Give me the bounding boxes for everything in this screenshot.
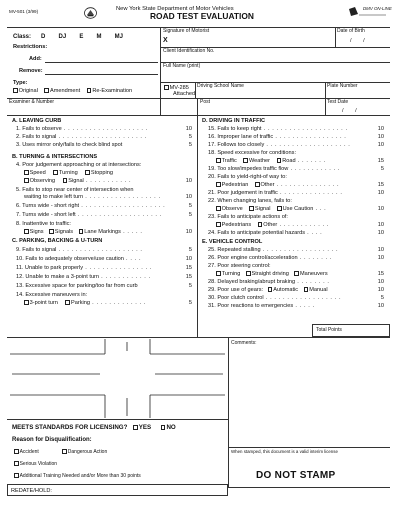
item-6[interactable]: 6. Turns wide - short right . . . . . . . . . . . . . . . . . . . . 5	[16, 203, 192, 209]
item-10[interactable]: 10. Fails to adequately observe/use caution . . . . 10	[16, 256, 192, 262]
item-7[interactable]: 7. Turns wide - short left . . . . . . . . . . . . . . . . . . . . 5	[16, 212, 192, 218]
full-name-label: Full Name (print)	[163, 63, 201, 69]
item-13[interactable]: 13. Excessive space for parking/too far from curb 5	[16, 283, 192, 289]
no-label: NO	[166, 424, 176, 431]
traffic-checkbox[interactable]	[216, 158, 221, 163]
examiner-label: Examiner & Number	[9, 99, 55, 105]
item-22: 22. When changing lanes, fails to:	[208, 198, 292, 204]
yes-checkbox[interactable]	[133, 425, 138, 430]
turning-checkbox[interactable]	[53, 170, 58, 175]
mv285-checkbox[interactable]	[164, 85, 169, 90]
item-31[interactable]: 31. Poor reactions to emergencies . . . . . 10	[208, 303, 384, 309]
section-e-title: E. VEHICLE CONTROL	[202, 239, 263, 245]
item-5[interactable]: 5. Fails to stop near center of intersection when	[16, 187, 134, 193]
item-9[interactable]: 9. Fails to signal . . . . . . . . . . . . . . . . . . . . 5	[16, 247, 192, 253]
item-22-options: Observe Signal Use Caution . . . 10	[216, 206, 384, 212]
signature-x-mark: X	[163, 37, 168, 44]
mv285-label: MV-285	[169, 85, 189, 91]
add-label: Add:	[29, 56, 42, 62]
item-20: 20. Fails to yield-right-of way to:	[208, 174, 287, 180]
item-14-options: 3-point turn Parking . . . . . . . . . . . . . 5	[24, 300, 192, 306]
signal-lane-checkbox[interactable]	[249, 206, 254, 211]
client-id-label: Client Identification No.	[163, 48, 215, 54]
stopping-checkbox[interactable]	[85, 170, 90, 175]
item-25[interactable]: 25. Repeated stalling . . . . . . . . . . . . . . . . . . 10	[208, 247, 384, 253]
item-27: 27. Poor steering control:	[208, 263, 271, 269]
dob-field[interactable]: / /	[350, 38, 365, 44]
test-date-label: Test Date	[327, 99, 349, 105]
item-4: 4. Poor judgement approaching or at intersections:	[16, 162, 142, 168]
item-8: 8. Inattentive to traffic:	[16, 221, 71, 227]
dob-label: Date of Birth	[337, 28, 365, 34]
item-4-options-row1: Speed Turning Stopping	[24, 170, 113, 176]
dangerous-action-checkbox[interactable]	[62, 449, 67, 454]
item-29: 29. Poor use of gears: Automatic Manual 10	[208, 287, 384, 293]
signature-motorist-label: Signature of Motorist	[163, 28, 210, 34]
type-amendment-checkbox[interactable]	[44, 88, 49, 93]
redate-hold-label: REDATE/HOLD:	[11, 487, 52, 494]
observe-checkbox[interactable]	[216, 206, 221, 211]
yes-label: YES	[138, 424, 152, 431]
item-23-options: Pedestrians Other . . . . . . . . . . . . 10	[216, 222, 384, 228]
straight-driving-checkbox[interactable]	[246, 271, 251, 276]
form-code: MV-501 (3/99)	[9, 9, 39, 14]
item-8-options: Signs Signals Lane Markings . . . . . 10	[24, 229, 192, 235]
post-label: Post	[200, 99, 211, 105]
automatic-checkbox[interactable]	[268, 287, 273, 292]
total-points-box[interactable]	[312, 324, 390, 337]
remove-label: Remove:	[19, 68, 43, 74]
remove-field[interactable]	[45, 74, 158, 75]
no-checkbox[interactable]	[161, 425, 166, 430]
type-reexam-label: Re-Examination	[92, 88, 133, 94]
meets-standards	[12, 425, 176, 431]
dmv-logo-text: DMV ON-LINE	[363, 6, 392, 11]
item-18: 18. Speed excessive for conditions:	[208, 150, 296, 156]
speed-checkbox[interactable]	[24, 170, 29, 175]
item-1[interactable]: 1. Fails to observe . . . . . . . . . . . . . . . . . . . . 10	[16, 126, 192, 132]
serious-violation-checkbox[interactable]	[14, 461, 19, 466]
section-b-title: B. TURNING & INTERSECTIONS	[12, 154, 98, 160]
observing-checkbox[interactable]	[24, 178, 29, 183]
item-28[interactable]: 28. Delayed braking/abrupt braking . . . . . . . . 10	[208, 279, 384, 285]
item-11[interactable]: 11. Unable to park properly . . . . . . . . . . . . . . . . 15	[16, 265, 192, 271]
type-options	[13, 88, 132, 94]
item-16[interactable]: 16. Improper lane of traffic . . . . . . . . . . . . . . . . . 10	[208, 134, 384, 140]
item-17[interactable]: 17. Follows too closely . . . . . . . . . . . . . . . . . . . . 10	[208, 142, 384, 148]
parking-checkbox[interactable]	[65, 300, 70, 305]
dmv-logo	[346, 5, 392, 17]
road-checkbox[interactable]	[277, 158, 282, 163]
reason-row-1: Accident Dangerous Action	[14, 449, 107, 455]
reason-label: Reason for Disqualification:	[12, 437, 92, 443]
signal-checkbox[interactable]	[63, 178, 68, 183]
item-19[interactable]: 19. Too slow/impedes traffic flow . . . . . . . . . . . . 5	[208, 166, 384, 172]
reason-row-3: Additional Training Needed and/or More than 30 points	[14, 473, 141, 479]
meets-standards-label: MEETS STANDARDS FOR LICENSING?	[12, 424, 128, 431]
add-field[interactable]	[45, 62, 158, 63]
comments-field[interactable]	[231, 347, 387, 417]
state-seal-icon	[84, 6, 97, 18]
item-15[interactable]: 15. Fails to keep right . . . . . . . . . . . . . . . . . . . . 10	[208, 126, 384, 132]
item-23: 23. Fails to anticipate actions of:	[208, 214, 288, 220]
total-points-label: Total Points	[316, 327, 342, 333]
do-not-stamp-label: DO NOT STAMP	[256, 470, 336, 481]
additional-training-checkbox[interactable]	[14, 473, 19, 478]
item-30[interactable]: 30. Poor clutch control . . . . . . . . . . . . . . . . . . 5	[208, 295, 384, 301]
type-label: Type:	[13, 80, 28, 86]
agency-name: New York State Department of Motor Vehicles	[116, 6, 234, 12]
weather-checkbox[interactable]	[243, 158, 248, 163]
class-option-m[interactable]: M	[96, 34, 102, 40]
section-d-title: D. DRIVING IN TRAFFIC	[202, 118, 266, 124]
form-title: ROAD TEST EVALUATION	[150, 11, 254, 21]
stamp-note: When stamped, this document is a valid interim license	[231, 449, 338, 454]
lane-markings-checkbox[interactable]	[79, 229, 84, 234]
test-date-field[interactable]: / /	[342, 108, 357, 114]
turning-steer-checkbox[interactable]	[216, 271, 221, 276]
item-21[interactable]: 21. Poor judgement in traffic . . . . . . . . . . . . . . . 10	[208, 190, 384, 196]
class-options	[41, 34, 123, 40]
three-point-turn-checkbox[interactable]	[24, 300, 29, 305]
item-5-cont: waiting to make left turn . . . . . . . . . . . . . . . . . . 10	[24, 194, 192, 200]
item-14: 14. Excessive maneuvers in:	[16, 292, 88, 298]
section-c-title: C. PARKING, BACKING & U-TURN	[12, 238, 103, 244]
type-amendment-label: Amendment	[50, 88, 81, 94]
class-option-e[interactable]: E	[79, 34, 84, 40]
accident-checkbox[interactable]	[14, 449, 19, 454]
signals-checkbox[interactable]	[49, 229, 54, 234]
type-reexam-checkbox[interactable]	[87, 88, 92, 93]
right-column	[202, 118, 384, 338]
manual-checkbox[interactable]	[304, 287, 309, 292]
type-original-checkbox[interactable]	[13, 88, 18, 93]
attached-label: Attached	[173, 91, 196, 97]
redate-hold-box[interactable]	[7, 484, 228, 496]
type-original-label: Original	[18, 88, 38, 94]
driving-school-label: Driving School Name	[197, 83, 244, 89]
item-4-options-row2: Observing Signal . . . . . . . . . . . 10	[24, 178, 192, 184]
maneuvers-checkbox[interactable]	[294, 271, 299, 276]
other-checkbox[interactable]	[255, 182, 260, 187]
comments-label: Comments:	[231, 340, 257, 346]
class-option-dj[interactable]: DJ	[58, 34, 67, 40]
plate-number-label: Plate Number	[327, 83, 358, 89]
class-option-mj[interactable]: MJ	[114, 34, 123, 40]
item-24[interactable]: 24. Fails to anticipate potential hazards . . . . 10	[208, 230, 384, 236]
section-a-title: A. LEAVING CURB	[12, 118, 62, 124]
item-27-options: Turning Straight driving Maneuvers 15	[216, 271, 384, 277]
left-column	[12, 118, 192, 338]
restrictions-label: Restrictions:	[13, 44, 48, 50]
intersection-diagram[interactable]	[10, 339, 225, 418]
item-2[interactable]: 2. Fails to signal . . . . . . . . . . . . . . . . . . . . . 5	[16, 134, 192, 140]
use-caution-checkbox[interactable]	[277, 206, 282, 211]
pedestrians-checkbox[interactable]	[216, 222, 221, 227]
signs-checkbox[interactable]	[24, 229, 29, 234]
item-4-points: 10	[185, 178, 192, 184]
item-12[interactable]: 12. Unable to make a 3-point turn . . . . . . . . . . . . 15	[16, 274, 192, 280]
class-label: Class:	[13, 34, 32, 40]
other-anticipate-checkbox[interactable]	[258, 222, 263, 227]
pedestrian-checkbox[interactable]	[216, 182, 221, 187]
item-20-options: Pedestrian Other . . . . . . . . . . . . . . . 15	[216, 182, 384, 188]
reason-row-2: Serious Violation	[14, 461, 57, 467]
item-18-options: Traffic Weather Road . . . . . . . 15	[216, 158, 384, 164]
item-3[interactable]: 3. Uses mirror only/fails to check blind spot 5	[16, 142, 192, 148]
class-option-d[interactable]: D	[41, 34, 46, 40]
item-26[interactable]: 26. Poor engine control/acceleration . . . . . . . . 10	[208, 255, 384, 261]
